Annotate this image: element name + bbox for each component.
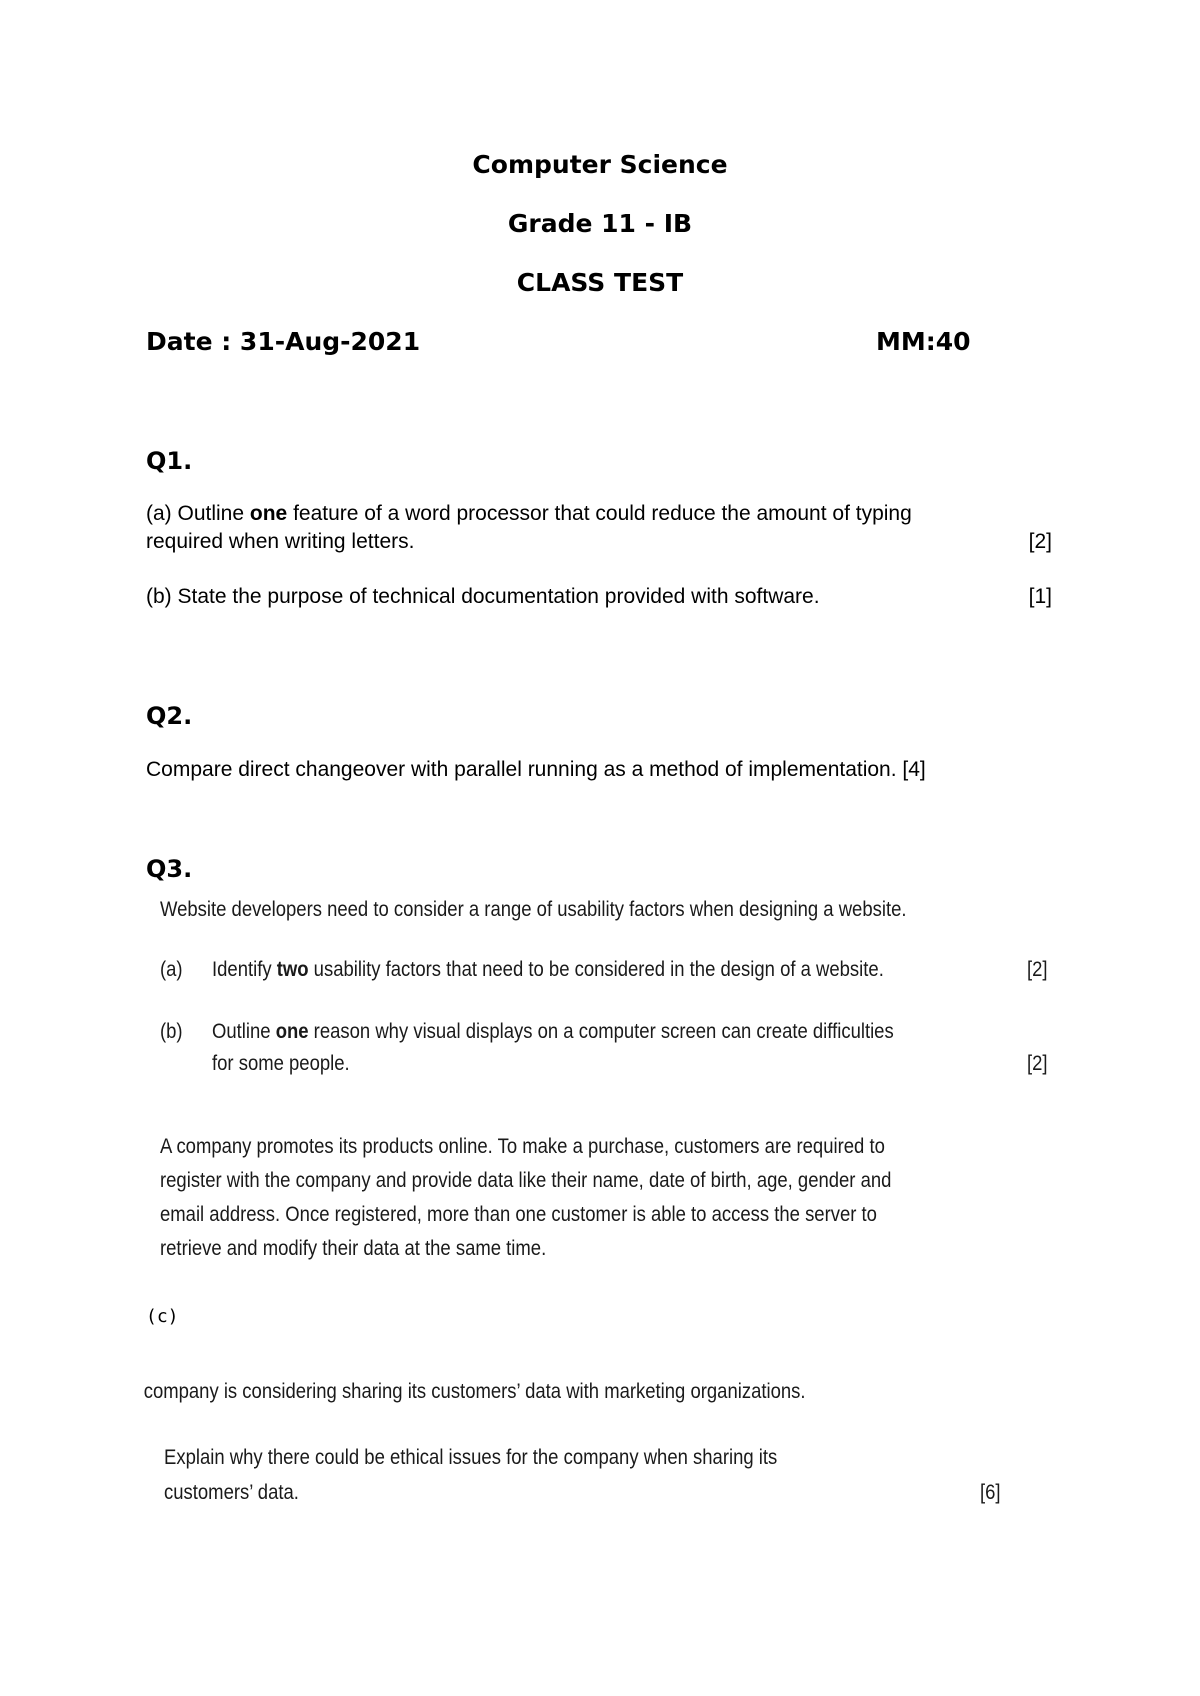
q3b-bold: one [275, 1020, 309, 1043]
q3a-line [212, 958, 884, 982]
q3c-label: (c) [146, 1306, 179, 1327]
scenario-line-4: retrieve and modify their data at the same time. [160, 1237, 547, 1260]
q1b-label: (b) [146, 585, 172, 608]
max-marks: MM:40 [876, 327, 971, 356]
q1b-marks: [1] [1028, 585, 1052, 608]
q1a-bold: one [249, 502, 288, 525]
q3a-post: usability factors that need to be considered in the design of a website. [308, 958, 884, 981]
q1a-post: feature of a word processor that could reduce the amount of typing [287, 502, 912, 525]
q2-heading: Q2. [146, 702, 193, 730]
test-type-title: CLASS TEST [516, 268, 684, 297]
q1b-line [146, 585, 820, 609]
q1b-text: State the purpose of technical documentation provided with software. [171, 585, 820, 608]
q3c-line2: customers’ data. [164, 1481, 299, 1504]
q2-text: Compare direct changeover with parallel running as a method of implementation. [4] [146, 758, 926, 781]
q3b-line1 [212, 1020, 894, 1044]
q1a-line2: required when writing letters. [146, 530, 415, 553]
q1a-pre: Outline [171, 502, 250, 525]
test-date: Date : 31-Aug-2021 [146, 327, 421, 356]
q3b-marks: [2] [1027, 1052, 1048, 1075]
scenario-line-2: register with the company and provide data like their name, date of birth, age, gender and [160, 1169, 892, 1192]
q3a-bold: two [276, 958, 309, 981]
scenario-line-3: email address. Once registered, more than one customer is able to access the server to [160, 1203, 877, 1226]
q3-heading: Q3. [146, 855, 193, 883]
q3b-line2: for some people. [212, 1052, 350, 1075]
q3c-context: company is considering sharing its customers’ data with marketing organizations. [140, 1380, 806, 1403]
q1a-line1 [146, 502, 912, 526]
q1a-label: (a) [146, 502, 172, 525]
q3c-marks: [6] [980, 1481, 1001, 1504]
grade-title: Grade 11 - IB [507, 209, 693, 238]
q3c-line1: Explain why there could be ethical issues for the company when sharing its [164, 1446, 778, 1469]
q3a-marks: [2] [1027, 958, 1048, 981]
q3-intro: Website developers need to consider a range of usability factors when designing a website. [160, 898, 907, 921]
q3b-pre: Outline [212, 1020, 276, 1043]
q1-heading: Q1. [146, 447, 193, 475]
q1a-marks: [2] [1028, 530, 1052, 553]
q3b-post: reason why visual displays on a computer screen can create difficulties [308, 1020, 894, 1043]
scenario-line-1: A company promotes its products online. To make a purchase, customers are required to [160, 1135, 885, 1158]
q3a-label: (a) [160, 958, 183, 981]
subject-title: Computer Science [472, 150, 728, 179]
q3b-label: (b) [160, 1020, 183, 1043]
q3a-pre: Identify [212, 958, 277, 981]
